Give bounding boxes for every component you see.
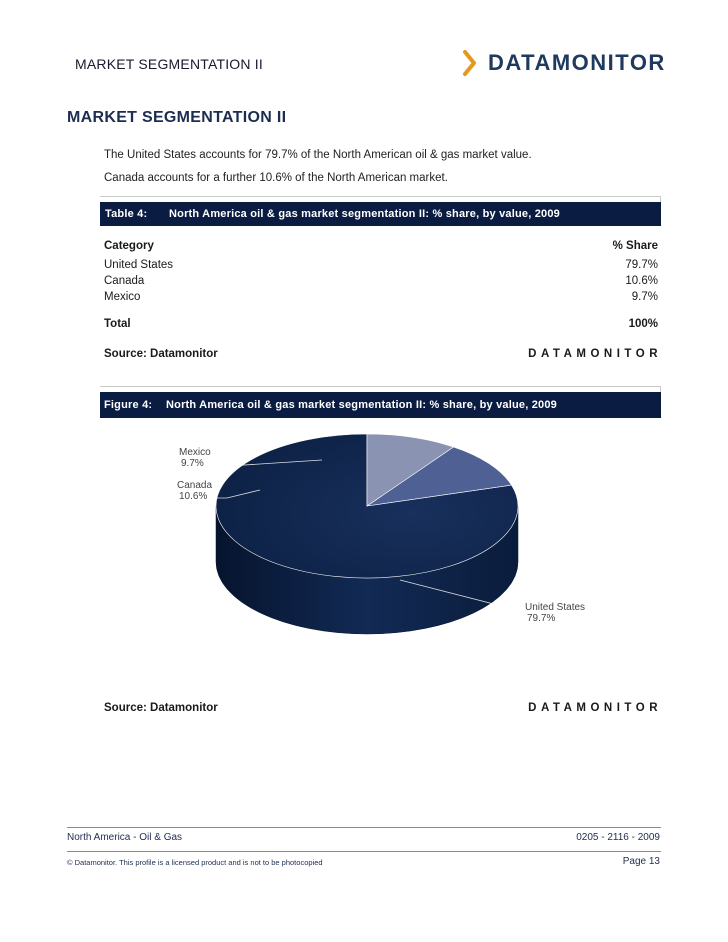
table-brand: DATAMONITOR: [528, 348, 662, 360]
row-share: 79.7%: [625, 259, 658, 271]
logo-chevron-icon: [462, 50, 484, 76]
table-title-bar: [100, 202, 661, 226]
pie-label-mexico: Mexico: [179, 447, 211, 458]
paragraph-us-share: The United States accounts for 79.7% of the North American oil & gas market value.: [104, 149, 532, 161]
logo-text: DATAMONITOR: [488, 50, 666, 75]
footer-page-number: Page 13: [622, 856, 660, 867]
footer-left: North America - Oil & Gas: [67, 832, 183, 843]
pie-chart: [100, 430, 660, 690]
row-share: 10.6%: [625, 275, 658, 287]
figure-title-bar: [100, 392, 661, 418]
datamonitor-logo: [462, 48, 666, 78]
table-label: Table 4:: [105, 208, 148, 220]
figure-label: Figure 4:: [104, 399, 153, 411]
footer-right: 0205 - 2116 - 2009: [576, 832, 660, 843]
pie-label-united-states: United States: [525, 602, 586, 613]
section-heading: MARKET SEGMENTATION II: [67, 109, 287, 126]
table-total-row: [104, 318, 658, 330]
table-source: Source: Datamonitor: [104, 348, 218, 360]
footer-rule-bottom: [67, 851, 661, 852]
page-header-title: MARKET SEGMENTATION II: [75, 56, 263, 72]
column-header-share: % Share: [612, 240, 658, 252]
pie-value-mexico: 9.7%: [181, 458, 204, 469]
row-category: Mexico: [104, 291, 141, 303]
total-label: Total: [104, 318, 131, 330]
total-value: 100%: [628, 318, 658, 330]
table-title: North America oil & gas market segmentation II: % share, by value, 2009: [169, 208, 560, 220]
footer-rule-top: [67, 827, 661, 828]
row-category: Canada: [104, 275, 145, 287]
table-row: [104, 259, 658, 271]
figure-brand: DATAMONITOR: [528, 702, 662, 714]
pie-value-united-states: 79.7%: [527, 613, 556, 624]
row-share: 9.7%: [631, 291, 658, 303]
paragraph-canada-share: Canada accounts for a further 10.6% of the North American market.: [104, 172, 448, 184]
footer-copyright: © Datamonitor. This profile is a licensed product and is not to be photocopied: [67, 858, 323, 867]
table-header-row: [104, 240, 658, 252]
figure-title: North America oil & gas market segmentation II: % share, by value, 2009: [166, 399, 557, 411]
pie-label-canada: Canada: [177, 480, 213, 491]
pie-value-canada: 10.6%: [179, 491, 208, 502]
row-category: United States: [104, 259, 174, 271]
table-row: [104, 291, 658, 303]
table-row: [104, 275, 658, 287]
table-source-row: [104, 348, 662, 360]
figure-source: Source: Datamonitor: [104, 702, 218, 714]
column-header-category: Category: [104, 240, 154, 252]
figure-source-row: [104, 702, 662, 714]
